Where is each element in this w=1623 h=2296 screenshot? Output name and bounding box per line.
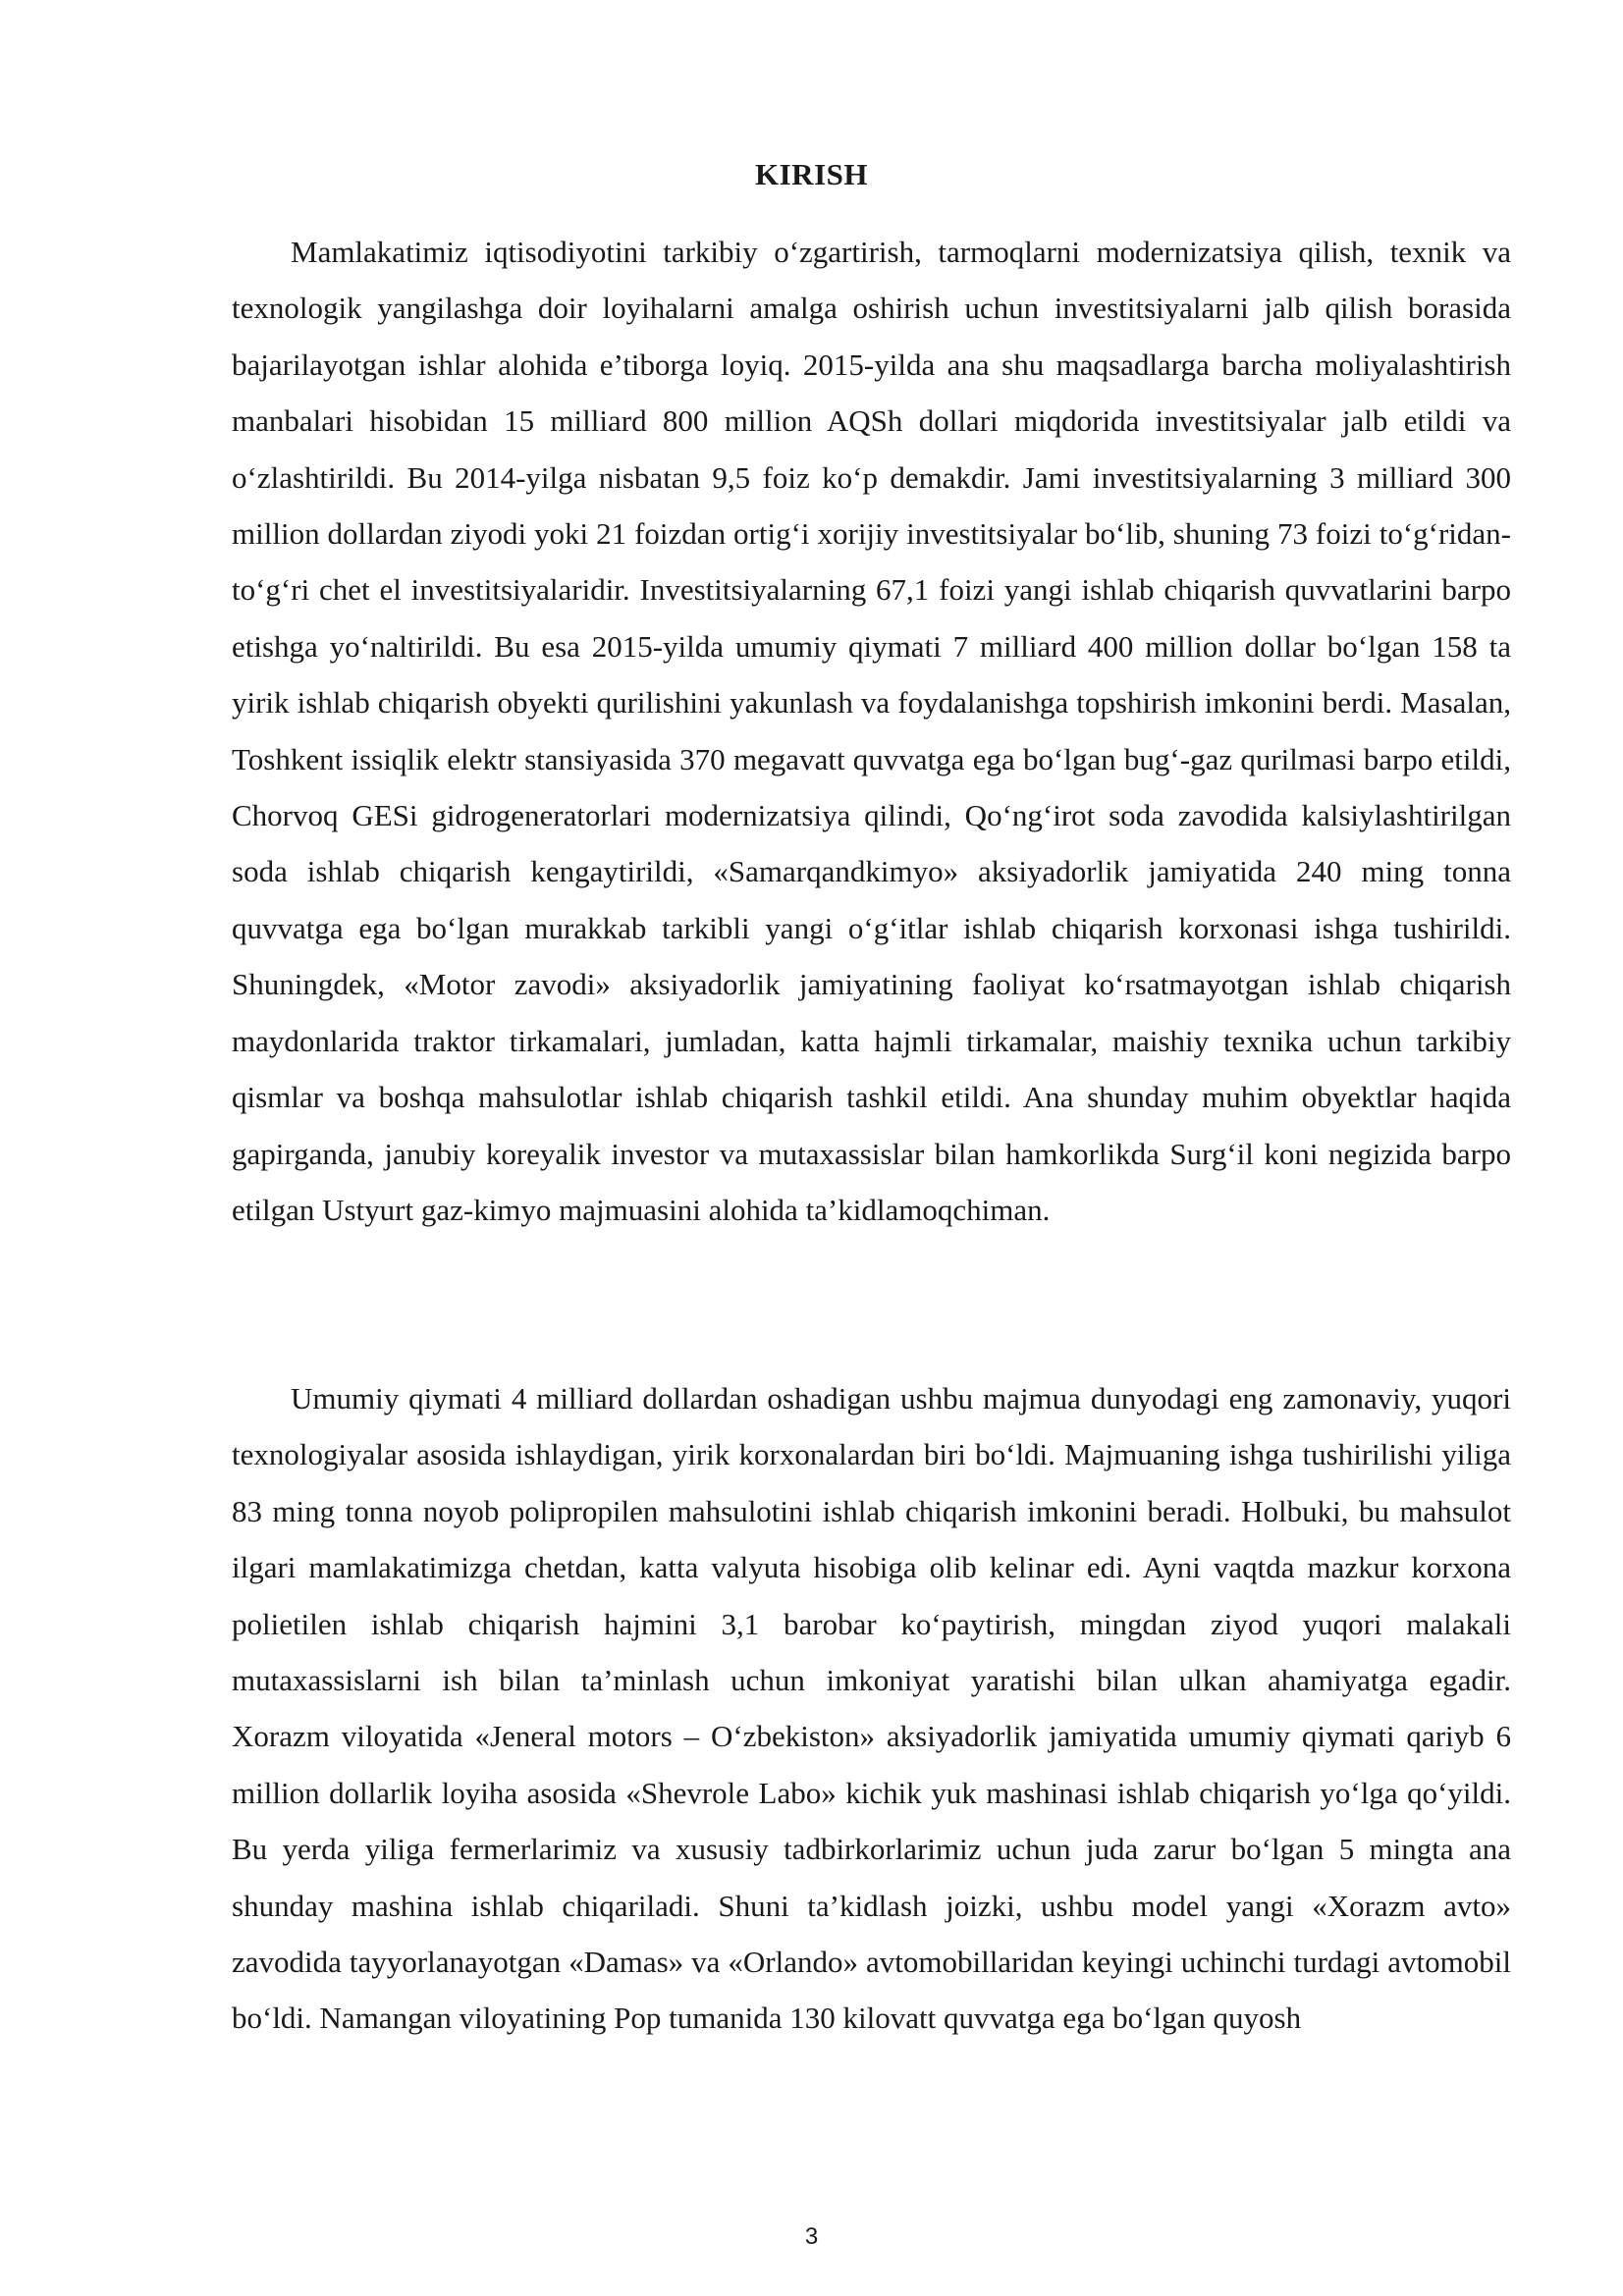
section-title: KIRISH: [755, 157, 868, 191]
paragraph-2-block: [232, 1370, 1602, 2047]
paragraph-1: Mamlakatimiz iqtisodiyotini tarkibiy o‘zgartirish, tarmoqlarni modernizatsiya qilish, texnik va texnologik yangilashga doir loyihalarni amalga oshirish uchun investitsiyalarni jalb qilish borasida bajarilayotgan ishlar alohida e’tiborga loyiq. 2015-yilda ana shu maqsadlarga barcha moliyalashtirish manbalari hisobidan 15 milliard 800 million AQSh dollari miqdorida investitsiyalar jalb etildi va o‘zlashtirildi. Bu 2014-yilga nisbatan 9,5 foiz ko‘p demakdir. Jami investitsiyalarning 3 milliard 300 million dollardan ziyodi yoki 21 foizdan ortig‘i xorijiy investitsiyalar bo‘lib, shuning 73 foizi to‘g‘ridan-to‘g‘ri chet el investitsiyalaridir. Investitsiyalarning 67,1 foizi yangi ishlab chiqarish quvvatlarini barpo etishga yo‘naltirildi. Bu esa 2015-yilda umumiy qiymati 7 milliard 400 million dollar bo‘lgan 158 ta yirik ishlab chiqarish obyekti qurilishini yakunlash va foydalanishga topshirish imkonini berdi. Masalan, Toshkent issiqlik elektr stansiyasida 370 megavatt quvvatga ega bo‘lgan bug‘-gaz qurilmasi barpo etildi, Chorvoq GESi gidrogeneratorlari modernizatsiya qilindi, Qo‘ng‘irot soda zavodida kalsiylashtirilgan soda ishlab chiqarish kengaytirildi, «Samarqandkimyo» aksiyadorlik jamiyatida 240 ming tonna quvvatga ega bo‘lgan murakkab tarkibli yangi o‘g‘itlar ishlab chiqarish korxonasi ishga tushirildi. Shuningdek, «Motor zavodi» aksiyadorlik jamiyatining faoliyat ko‘rsatmayotgan ishlab chiqarish maydonlarida traktor tirkamalari, jumladan, katta hajmli tirkamalar, maishiy texnika uchun tarkibiy qismlar va boshqa mahsulotlar ishlab chiqarish tashkil etildi. Ana shunday muhim obyektlar haqida gapirganda, janubiy koreyalik investor va mutaxassislar bilan hamkorlikda Surg‘il koni negizida barpo etilgan Ustyurt gaz-kimyo majmuasini alohida ta’kidlamoqchiman.: [232, 235, 1511, 1227]
paragraph-1-block: [232, 224, 1511, 1238]
paragraph-2: Umumiy qiymati 4 milliard dollardan oshadigan ushbu majmua dunyodagi eng zamonaviy, yuqori texnologiyalar asosida ishlaydigan, yirik korxonalardan biri bo‘ldi. Majmuaning ishga tushirilishi yiliga 83 ming tonna noyob polipropilen mahsulotini ishlab chiqarish imkonini beradi. Holbuki, bu mahsulot ilgari mamlakatimizga chetdan, katta valyuta hisobiga olib kelinar edi. Ayni vaqtda mazkur korxona polietilen ishlab chiqarish hajmini 3,1 barobar ko‘paytirish, mingdan ziyod yuqori malakali mutaxassislarni ish bilan ta’minlash uchun imkoniyat yaratishi bilan ulkan ahamiyatga egadir. Xorazm viloyatida «Jeneral motors – O‘zbekiston» aksiyadorlik jamiyatida umumiy qiymati qariyb 6 million dollarlik loyiha asosida «Shevrole Labo» kichik yuk mashinasi ishlab chiqarish yo‘lga qo‘yildi. Bu yerda yiliga fermerlarimiz va xususiy tadbirkorlarimiz uchun juda zarur bo‘lgan 5 mingta ana shunday mashina ishlab chiqariladi. Shuni ta’kidlash joizki, ushbu model yangi «Xorazm avto» zavodida tayyorlanayotgan «Damas» va «Orlando» avtomobillaridan keyingi uchinchi turdagi avtomobil bo‘ldi. Namangan viloyatining Pop tumanida 130 kilovatt quvvatga ega bo‘lgan quyosh: [232, 1381, 1602, 2036]
page-number: 3: [804, 2223, 819, 2250]
